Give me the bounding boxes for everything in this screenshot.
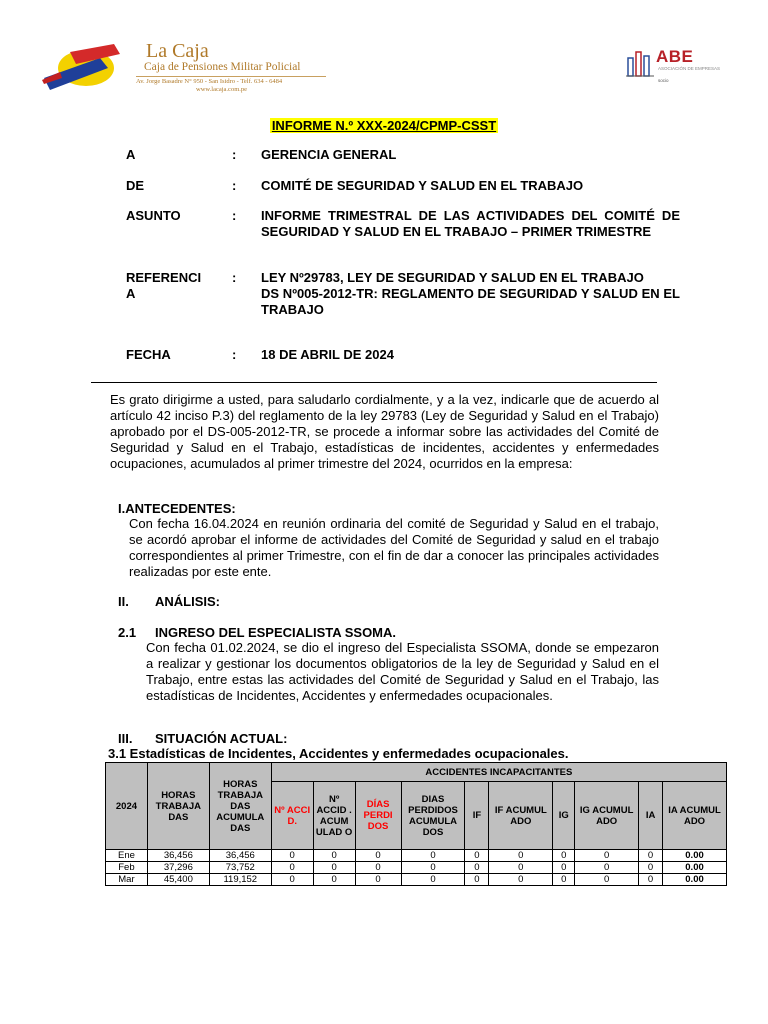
subsection-2-1-title: INGRESO DEL ESPECIALISTA SSOMA. [155, 625, 397, 640]
reference-law: LEY Nº29783, LEY DE SEGURIDAD Y SALUD EN EL TRABAJO [261, 270, 644, 285]
table-cell-month: Ene [106, 850, 148, 862]
section-situacion-title: SITUACIÓN ACTUAL: [155, 731, 288, 746]
subsection-2-1-text: Con fecha 01.02.2024, se dio el ingreso del Especialista SSOMA, donde se empezaron a realizar y gestionar los documentos obligatorios de la ley de Seguridad y Salud en el Trabajo, entre estas las actividades del Comité de Seguridad y Salud en el Trabajo, las estadísticas de Incidentes, Accidentes y enfermedades ocupacionales. [146, 640, 659, 703]
table-cell: 0 [465, 874, 489, 886]
col-ia: IA [639, 782, 663, 850]
logo-address: Av. Jorge Basadre N° 950 - San Isidro - Telf. 634 - 6484 [136, 78, 283, 85]
logo-subtitle: Caja de Pensiones Militar Policial [144, 61, 301, 73]
table-cell: 0 [489, 862, 553, 874]
col-if: IF [465, 782, 489, 850]
table-cell: 0 [575, 850, 639, 862]
la-caja-logo [40, 38, 330, 100]
abe-logo [626, 44, 726, 88]
field-label: A [126, 147, 136, 162]
field-label: ASUNTO [126, 208, 181, 223]
field-colon: : [232, 270, 237, 285]
accident-statistics-table [105, 762, 727, 886]
field-value: GERENCIA GENERAL [261, 147, 397, 162]
table-body [106, 850, 727, 886]
abe-member: socio [658, 78, 669, 83]
abe-subtitle: ASOCIACIÓN DE EMPRESAS [658, 66, 721, 71]
table-cell: 0 [465, 850, 489, 862]
abe-name: ABE [656, 47, 694, 66]
logo-website: www.lacaja.com.pe [196, 86, 248, 93]
field-label: DE [126, 178, 145, 193]
table-cell: 0 [313, 850, 355, 862]
col-ia-accumulated: IA ACUMUL ADO [663, 782, 727, 850]
table-cell: 0 [489, 874, 553, 886]
logo-name: La Caja [146, 40, 209, 62]
table-cell: 0 [639, 850, 663, 862]
table-cell: 73,752 [209, 862, 271, 874]
section-analisis-number: II. [118, 594, 129, 609]
col-group-accidentes: ACCIDENTES INCAPACITANTES [271, 763, 726, 782]
section-situacion-number: III. [118, 731, 133, 746]
table-cell: 0 [313, 862, 355, 874]
table-cell: 0 [401, 862, 465, 874]
col-ig-accumulated: IG ACUMUL ADO [575, 782, 639, 850]
subsection-3-1-title: 3.1 Estadísticas de Incidentes, Accidentes y enfermedades ocupacionales. [108, 746, 569, 761]
field-label: REFERENCIA [126, 270, 202, 301]
col-days-lost: DÍAS PERDI DOS [355, 782, 401, 850]
table-row [106, 862, 727, 874]
table-cell: 0 [575, 874, 639, 886]
document-title-text: INFORME N.º XXX-2024/CPMP-CSST [271, 118, 497, 133]
table-cell: 0 [465, 862, 489, 874]
col-days-lost-accumulated: DIAS PERDIDOS ACUMULA DOS [401, 782, 465, 850]
table-cell: 0 [553, 874, 575, 886]
table-cell: 0 [401, 874, 465, 886]
la-caja-emblem-icon [40, 38, 140, 100]
table-cell: 0.00 [663, 850, 727, 862]
abe-building-icon [626, 44, 656, 78]
table-cell: 0 [355, 850, 401, 862]
section-antecedentes-text: Con fecha 16.04.2024 en reunión ordinaria del comité de Seguridad y Salud en el trabajo, se acordó aprobar el informe de actividades del Comité de Seguridad y salud en el trabajo correspondientes al primer Trimestre, con el fin de dar a conocer las principales actividades realizadas por este ente. [129, 516, 659, 579]
table-row [106, 874, 727, 886]
col-ig: IG [553, 782, 575, 850]
section-analisis-title: ANÁLISIS: [155, 594, 220, 609]
table-cell: 119,152 [209, 874, 271, 886]
intro-paragraph: Es grato dirigirme a usted, para saludarlo cordialmente, y a la vez, indicarle que de acuerdo al artículo 42 inciso P.3) del reglamento de la ley 29783 (Ley de Seguridad y Salud en el Trabajo) aprobado por el DS-005-2012-TR, se procede a informar sobre las actividades del Comité de Seguridad y Salud en el Trabajo, estadísticas de incidentes, accidentes y enfermedades ocupaciones, acumulados al primer trimestre del 2024, ocurridos en la empresa: [110, 392, 659, 471]
table-cell: 0 [313, 874, 355, 886]
table-cell: 36,456 [209, 850, 271, 862]
table-cell: 0 [355, 874, 401, 886]
table-cell: 0 [271, 862, 313, 874]
logo-rule [136, 76, 326, 77]
field-colon: : [232, 347, 237, 362]
field-colon: : [232, 178, 237, 193]
table-cell: 0 [553, 850, 575, 862]
field-colon: : [232, 147, 237, 162]
table-cell: 37,296 [147, 862, 209, 874]
table-cell: 0.00 [663, 862, 727, 874]
col-hours-worked: HORAS TRABAJA DAS [147, 763, 209, 850]
table-cell: 0 [401, 850, 465, 862]
table-cell: 0 [575, 862, 639, 874]
subsection-2-1-number: 2.1 [118, 625, 137, 640]
table-row [106, 850, 727, 862]
table-group-header-row [106, 763, 727, 782]
table-cell: 0 [553, 862, 575, 874]
table-cell: 36,456 [147, 850, 209, 862]
col-if-accumulated: IF ACUMUL ADO [489, 782, 553, 850]
col-num-accidents: Nº ACCI D. [271, 782, 313, 850]
table-cell-month: Mar [106, 874, 148, 886]
table-cell: 0 [639, 874, 663, 886]
document-title [0, 117, 768, 135]
field-value: 18 DE ABRIL DE 2024 [261, 347, 394, 362]
table-cell: 0 [355, 862, 401, 874]
table-cell-month: Feb [106, 862, 148, 874]
col-year: 2024 [106, 763, 148, 850]
table-cell: 0 [271, 874, 313, 886]
table-cell: 0.00 [663, 874, 727, 886]
table-cell: 0 [489, 850, 553, 862]
reference-decree: DS Nº005-2012-TR: REGLAMENTO DE SEGURIDAD Y SALUD EN EL TRABAJO [261, 286, 680, 317]
table-cell: 45,400 [147, 874, 209, 886]
field-label: FECHA [126, 347, 171, 362]
field-value: COMITÉ DE SEGURIDAD Y SALUD EN EL TRABAJO [261, 178, 584, 193]
field-value: INFORME TRIMESTRAL DE LAS ACTIVIDADES DEL COMITÉ DE SEGURIDAD Y SALUD EN EL TRABAJO – PRIMER TRIMESTRE [261, 208, 680, 239]
field-colon: : [232, 208, 237, 223]
table-cell: 0 [271, 850, 313, 862]
header-divider [91, 382, 657, 383]
section-antecedentes-title: I.ANTECEDENTES: [118, 501, 236, 516]
col-num-accidents-accumulated: Nº ACCID . ACUM ULAD O [313, 782, 355, 850]
col-hours-accumulated: HORAS TRABAJA DAS ACUMULA DAS [209, 763, 271, 850]
table-cell: 0 [639, 862, 663, 874]
field-value [261, 270, 680, 318]
